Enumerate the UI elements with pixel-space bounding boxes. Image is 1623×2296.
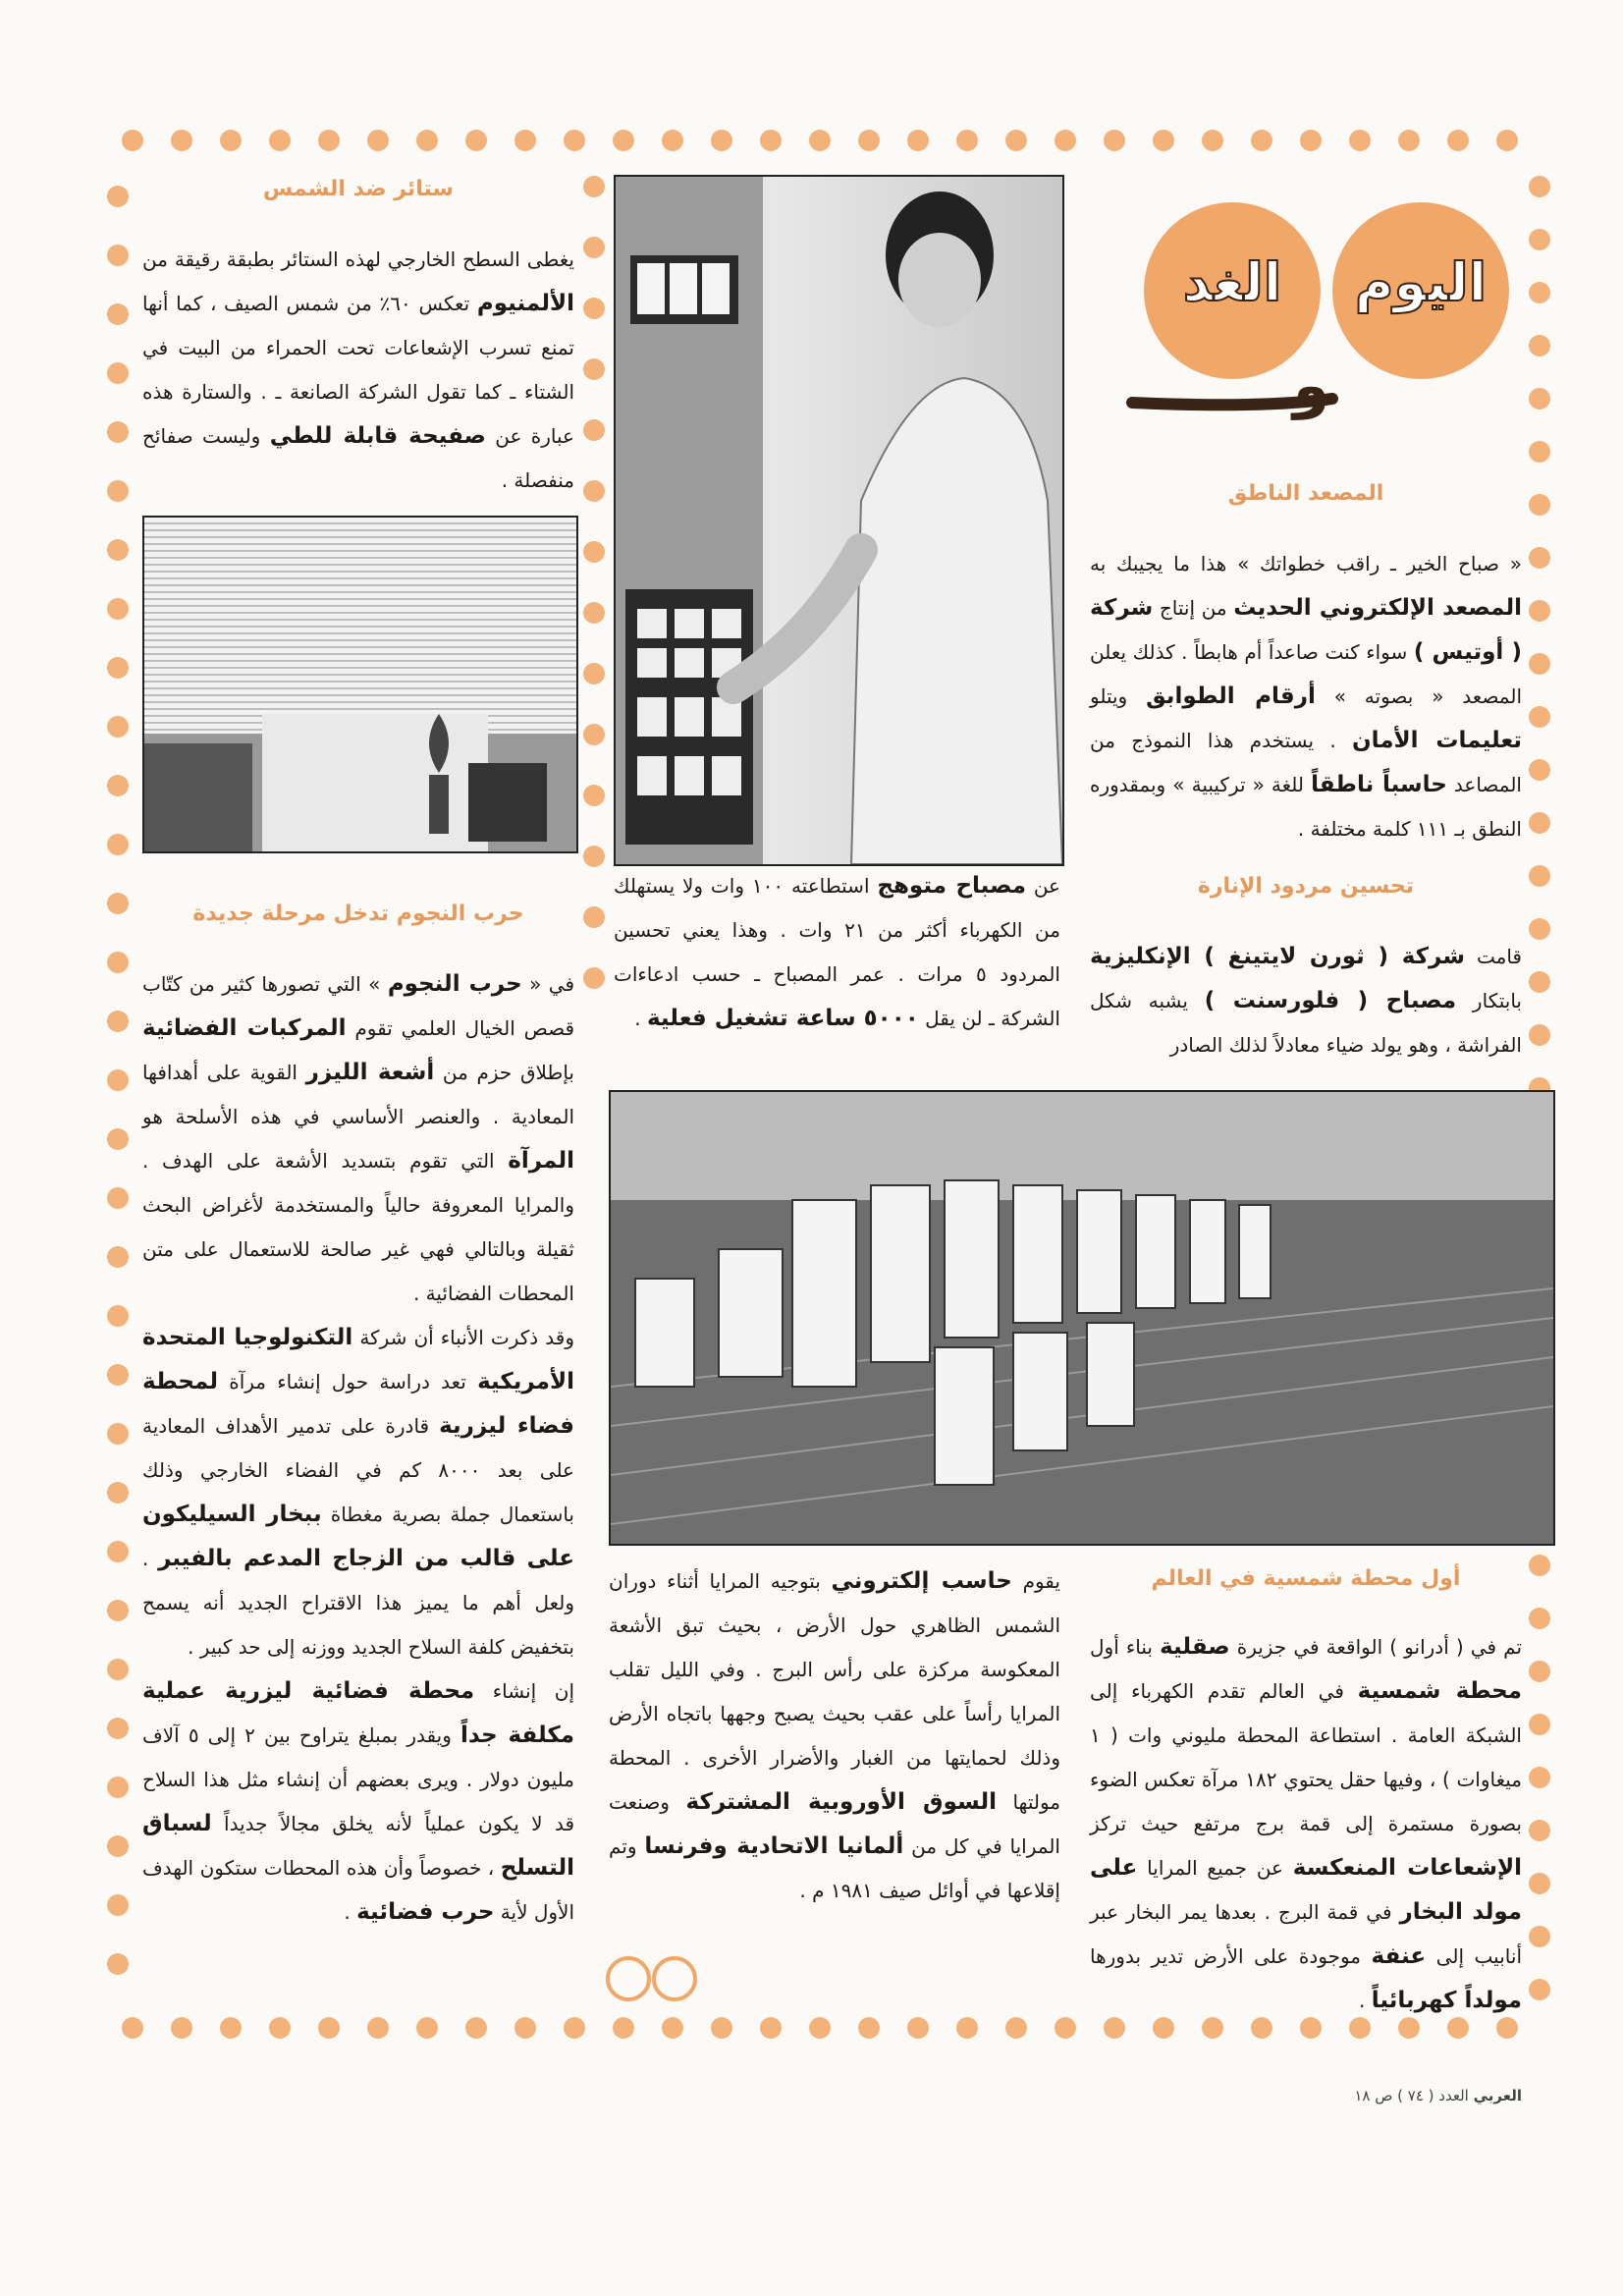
decorative-dot	[1529, 653, 1550, 675]
star-wars-bold-part: التكنولوجيا المتحدة الأمريكية	[142, 1325, 574, 1394]
solar-text-part: بتوجيه المرايا أثناء دوران الشمس الظاهري حول الأرض ، بحيث تبق الأشعة المعكوسة مركزة على رأس البرج . وفي الليل تقلب المرايا رأساً على عقب بحيث يصبح وجهها باتجاه الأرض وذلك لحمايتها من الغبار والأضرار الأخرى . المحطة مولتها	[609, 1569, 1060, 1814]
decorative-dot	[107, 1718, 129, 1739]
decorative-dot	[956, 130, 978, 151]
decorative-dot	[514, 2017, 536, 2039]
decorative-dot	[1529, 176, 1550, 197]
elevator-bold-part: أرقام الطوابق	[1146, 683, 1316, 709]
elevator-text-part: سواء كنت صاعداً أم هابطاً . كذلك يعلن المصعد « بصوته »	[1090, 640, 1522, 708]
decorative-dot	[1529, 1608, 1550, 1629]
decorative-dot	[1349, 130, 1371, 151]
decorative-dot	[1529, 1767, 1550, 1788]
decorative-dot	[583, 237, 605, 258]
lighting-text	[1090, 935, 1522, 1067]
lighting-bold-part: ٥٠٠٠ ساعة تشغيل فعلية	[646, 1006, 919, 1031]
star-wars-text-part: التي تقوم بتسديد الأشعة على الهدف . والمرايا المعروفة حالياً والمستخدمة لأغراض البحث ثقيلة وبالتالي فهي غير صالحة للاستعمال على متن المحطات الفضائية .	[142, 1149, 574, 1305]
star-wars-bold-part: المرآة	[508, 1148, 574, 1174]
page-footer	[1276, 2087, 1522, 2105]
solar-text	[1090, 1625, 1522, 2023]
footer-magazine-name: العربي	[1473, 2087, 1522, 2105]
decorative-dot	[809, 130, 831, 151]
star-wars-paragraph-2	[142, 1316, 574, 1669]
decorative-dot	[1529, 1873, 1550, 1894]
decorative-dot	[107, 716, 129, 738]
decorative-dot	[583, 419, 605, 441]
decorative-dot	[107, 1128, 129, 1150]
star-wars-paragraph-1	[142, 962, 574, 1316]
star-wars-text-part: في «	[521, 972, 575, 996]
solar-text-part: عن جميع المرايا	[1137, 1856, 1293, 1880]
solar-bold-part: حاسب إلكتروني	[831, 1568, 1012, 1594]
decorative-dot	[107, 952, 129, 973]
decorative-dot	[1529, 282, 1550, 303]
decorative-dot	[107, 598, 129, 620]
decorative-dot	[1529, 494, 1550, 516]
star-wars-paragraph-3	[142, 1669, 574, 1935]
decorative-dot	[107, 1777, 129, 1798]
blinds-heading: ستائر ضد الشمس	[262, 177, 455, 201]
decorative-dot	[107, 834, 129, 855]
star-wars-text-part: بإطلاق حزم من	[434, 1061, 574, 1084]
decorative-dot	[1529, 1714, 1550, 1735]
solar-text-part: وتم إقلاعها في أوائل صيف ١٩٨١ م .	[609, 1834, 1060, 1902]
decorative-dot	[514, 130, 536, 151]
star-wars-bold-part: ببخار السيليكون على قالب من الزجاج المدعم بالفيبر	[142, 1502, 574, 1571]
decorative-dot	[107, 1541, 129, 1562]
decorative-dot	[1529, 229, 1550, 250]
decorative-dot	[107, 1069, 129, 1091]
elevator-bold-part: شركة ( أوتيس )	[1090, 595, 1522, 665]
decorative-dot	[1202, 130, 1223, 151]
decorative-dot	[107, 657, 129, 679]
decorative-dot	[220, 2017, 242, 2039]
decorative-dot	[1529, 1024, 1550, 1046]
decorative-dot	[760, 130, 782, 151]
decorative-dot	[107, 893, 129, 914]
decorative-dot	[1529, 706, 1550, 728]
decorative-dot	[1529, 1820, 1550, 1841]
decorative-dot	[858, 130, 880, 151]
masthead	[1105, 194, 1517, 425]
decorative-dot	[107, 303, 129, 325]
elevator-text-part: ويتلو	[1090, 684, 1147, 708]
decorative-dot	[107, 245, 129, 266]
decorative-dot	[1529, 600, 1550, 622]
decorative-dot	[1529, 971, 1550, 993]
decorative-dot	[1447, 130, 1469, 151]
decorative-dot	[1529, 335, 1550, 356]
elevator-text-part: . يستخدم هذا النموذج من المصاعد	[1090, 729, 1522, 796]
lighting-text-part: .	[634, 1007, 647, 1030]
elevator-heading: المصعد الناطق	[1227, 481, 1384, 506]
elevator-bold-part: المصعد الإلكتروني الحديث	[1233, 595, 1522, 621]
star-wars-bold-part: لسباق التسلح	[142, 1811, 574, 1881]
decorative-dot	[956, 2017, 978, 2039]
elevator-bold-part: حاسباً ناطقاً	[1311, 772, 1447, 797]
decorative-dot	[613, 130, 634, 151]
lighting-bold-part: مصباح ( فلورسنت )	[1204, 988, 1457, 1013]
decorative-dot	[662, 130, 683, 151]
decorative-dot	[416, 130, 438, 151]
decorative-dot	[107, 1600, 129, 1621]
decorative-dot	[107, 186, 129, 207]
solar-text-part: في قمة البرج . بعدها يمر البخار عبر أنابيب إلى	[1090, 1900, 1522, 1968]
decorative-dot	[1496, 130, 1518, 151]
decorative-dot	[367, 2017, 389, 2039]
decorative-dot	[107, 480, 129, 502]
decorative-dot	[107, 1187, 129, 1209]
decorative-dot	[711, 130, 732, 151]
blinds-bold-part: صفيحة قابلة للطي	[269, 423, 486, 449]
decorative-dot	[1529, 1979, 1550, 2000]
star-wars-text-part: » التي تصورها كثير من كتّاب قصص الخيال العلمي تقوم	[142, 972, 574, 1040]
star-wars-text-part: إن إنشاء	[474, 1679, 575, 1703]
lighting-text-part: عن	[1025, 874, 1060, 898]
star-wars-text-part: وقد ذكرت الأنباء أن شركة	[352, 1326, 574, 1349]
decorative-dot	[107, 1482, 129, 1503]
masthead-word-tomorrow: الغد	[1182, 251, 1282, 313]
star-wars-text-part: .	[344, 1900, 357, 1924]
solar-text-part: يقوم	[1011, 1569, 1060, 1593]
solar-text-part: وصنعت المرايا في كل من	[609, 1790, 1060, 1858]
solar-bold-part: على مولد البخار	[1090, 1855, 1523, 1925]
star-wars-bold-part: أشعة الليزر	[305, 1060, 435, 1085]
solar-heading: أول محطة شمسية في العالم	[1151, 1566, 1461, 1591]
decorative-dot	[107, 1011, 129, 1032]
lighting-text-part: استطاعته ١٠٠ وات ولا يستهلك من الكهرباء أكثر من ٢١ وات . وهذا يعني تحسين المردود ٥ مرات . عمر المصباح ـ حسب ادعاءات الشركة ـ لن يقل	[614, 874, 1060, 1030]
decorative-dot	[858, 2017, 880, 2039]
star-wars-bold-part: المركبات الفضائية	[142, 1015, 347, 1041]
decorative-dot	[107, 421, 129, 443]
decorative-dot	[1529, 865, 1550, 887]
blinds-text-part: وليست صفائح منفصلة .	[142, 424, 574, 492]
star-wars-text-part: القوية على أهدافها المعادية . والعنصر الأساسي في هذه الأسلحة هو	[142, 1061, 574, 1128]
decorative-dot	[107, 1953, 129, 1975]
star-wars-bold-part: حرب فضائية	[356, 1899, 495, 1925]
decorative-dot	[662, 2017, 683, 2039]
decorative-dot	[220, 130, 242, 151]
decorative-dot	[107, 1364, 129, 1386]
decorative-dot	[1529, 547, 1550, 569]
decorative-dot	[583, 785, 605, 806]
decorative-dot	[107, 1305, 129, 1327]
decorative-dot	[269, 130, 291, 151]
decorative-dot	[107, 1894, 129, 1916]
elevator-photo	[614, 175, 1064, 866]
solar-bold-part: السوق الأوروبية المشتركة	[685, 1789, 997, 1815]
decorative-dot	[583, 967, 605, 989]
star-wars-text	[142, 962, 574, 1935]
decorative-dot	[122, 2017, 143, 2039]
decorative-dot	[171, 2017, 192, 2039]
star-wars-text-part: تعد دراسة حول إنشاء مرآة	[218, 1370, 478, 1394]
lighting-heading: تحسين مردود الإنارة	[1197, 874, 1415, 899]
blinds-text-part: يغطى السطح الخارجي لهذه الستائر بطبقة رقيقة من	[142, 247, 574, 271]
star-wars-bold-part: حرب النجوم	[387, 971, 522, 997]
decorative-dot	[367, 130, 389, 151]
masthead-conjunction: و	[1293, 352, 1330, 420]
decorative-dot	[907, 2017, 929, 2039]
decorative-dot	[583, 298, 605, 319]
solar-bold-part: مولداً كهربائياً	[1371, 1988, 1522, 2013]
masthead-word-today: اليوم	[1354, 251, 1488, 313]
decorative-dot	[107, 1246, 129, 1268]
decorative-dot	[711, 2017, 732, 2039]
decorative-dot	[107, 362, 129, 384]
solar-bold-part: صقلية	[1160, 1634, 1230, 1660]
decorative-dot	[583, 176, 605, 197]
lighting-continued-text	[614, 864, 1060, 1041]
decorative-dot	[122, 130, 143, 151]
solar-text-part: موجودة على الأرض تدير بدورها	[1090, 1944, 1372, 1968]
decorative-dot	[107, 775, 129, 796]
decorative-dot	[907, 130, 929, 151]
decorative-dot	[107, 539, 129, 561]
decorative-dot	[465, 2017, 487, 2039]
decorative-dot	[583, 358, 605, 380]
star-wars-bold-part: محطة فضائية ليزرية عملية مكلفة جداً	[142, 1678, 574, 1748]
decorative-dot	[318, 130, 340, 151]
star-wars-text-part: . ولعل أهم ما يميز هذا الاقتراح الجديد أنه يسمح بتخفيض كلفة السلاح الجديد ووزنه إلى حد كبير .	[142, 1547, 574, 1659]
elevator-text	[1090, 542, 1522, 851]
elevator-text-part: للغة « تركيبية » وبمقدوره النطق بـ ١١١ كلمة مختلفة .	[1090, 773, 1522, 841]
decorative-dot	[583, 663, 605, 684]
decorative-dot	[107, 1659, 129, 1680]
lighting-text-part: يشبه شكل الفراشة ، وهو يولد ضياء معادلاً لذلك الصادر	[1090, 989, 1522, 1057]
decorative-dot	[583, 602, 605, 624]
decorative-dot	[1529, 1555, 1550, 1576]
decorative-dot	[564, 130, 585, 151]
decorative-dot	[1529, 1661, 1550, 1682]
decorative-dot	[583, 480, 605, 502]
footer-issue-info: العدد ( ٧٤ ) ص ١٨	[1354, 2087, 1469, 2105]
decorative-dot	[1005, 130, 1027, 151]
decorative-dot	[1529, 1926, 1550, 1947]
lighting-text-part: بابتكار	[1456, 989, 1522, 1012]
decorative-dot	[107, 1423, 129, 1445]
decorative-dot	[1398, 130, 1420, 151]
decorative-dot	[416, 2017, 438, 2039]
elevator-text-part: من إنتاج	[1153, 596, 1234, 620]
decorative-dot	[1153, 130, 1174, 151]
blinds-bold-part: الألمنيوم	[476, 291, 574, 316]
decorative-dot	[1055, 130, 1076, 151]
star-wars-heading: حرب النجوم تدخل مرحلة جديدة	[192, 902, 524, 926]
decorative-dot	[564, 2017, 585, 2039]
decorative-dot	[1529, 388, 1550, 410]
end-mark-icon	[604, 1954, 702, 2003]
decorative-dot	[583, 906, 605, 928]
solar-bold-part: محطة شمسية	[1357, 1678, 1522, 1704]
decorative-dot	[613, 2017, 634, 2039]
solar-bold-part: ألمانيا الاتحادية وفرنسا	[644, 1833, 904, 1859]
decorative-dot	[583, 541, 605, 563]
decorative-dot	[1529, 812, 1550, 834]
decorative-dot	[1104, 130, 1125, 151]
star-wars-text-part: ويقدر بمبلغ يتراوح بين ٢ إلى ٥ آلاف مليون دولار . ويرى بعضهم أن إنشاء مثل هذا السلاح قد لا يكون عملياً لأنه يخلق مجالاً جديداً	[142, 1723, 574, 1835]
decorative-dot	[1055, 2017, 1076, 2039]
decorative-dot	[583, 724, 605, 745]
decorative-dot	[760, 2017, 782, 2039]
solar-text-part: تم في ( أدرانو ) الواقعة في جزيرة	[1229, 1635, 1523, 1659]
blinds-photo	[142, 516, 578, 853]
decorative-dot	[1529, 918, 1550, 940]
decorative-dot	[809, 2017, 831, 2039]
decorative-dot	[107, 1835, 129, 1857]
decorative-dot	[465, 130, 487, 151]
elevator-text-part: « صباح الخير ـ راقب خطواتك » هذا ما يجيبك به	[1090, 552, 1522, 575]
decorative-dot	[171, 130, 192, 151]
solar-continued-text	[609, 1559, 1060, 1913]
solar-text-part: في العالم تقدم الكهرباء إلى الشبكة العامة . استطاعة المحطة مليوني وات ( ١ ميغاوات ) ، وفيها حقل يحتوي ١٨٢ مرآة تعكس الضوء بصورة مستمرة إلى قمة برج مرتفع حيث تركز	[1090, 1679, 1522, 1835]
star-wars-text-part: ، خصوصاً وأن هذه المحطات ستكون الهدف الأول لأية	[142, 1856, 574, 1924]
decorative-dot	[1529, 759, 1550, 781]
solar-bold-part: الإشعاعات المنعكسة	[1292, 1855, 1522, 1881]
elevator-bold-part: تعليمات الأمان	[1351, 728, 1522, 753]
blinds-text-part: تعكس ٦٠٪ من شمس الصيف ، كما أنها تمنع تسرب الإشعاعات تحت الحمراء من البيت في الشتاء ـ كما تقول الشركة الصانعة ـ . والستارة هذه عبارة عن	[142, 292, 574, 448]
blinds-text	[142, 238, 574, 503]
decorative-dot	[583, 846, 605, 867]
lighting-bold-part: شركة ( ثورن لايتينغ ) الإنكليزية	[1090, 944, 1465, 969]
solar-text-part: .	[1359, 1989, 1372, 2012]
decorative-dot	[1251, 130, 1272, 151]
decorative-dot	[318, 2017, 340, 2039]
star-wars-bold-part: لمحطة فضاء ليزرية	[142, 1369, 574, 1439]
solar-bold-part: عنفة	[1371, 1943, 1427, 1969]
decorative-dot	[1300, 130, 1322, 151]
solar-text-part: بناء أول	[1090, 1635, 1161, 1659]
star-wars-text-part: قادرة على تدمير الأهداف المعادية على بعد ٨٠٠٠ كم في الفضاء الخارجي وذلك باستعمال جملة بصرية مغطاة	[142, 1414, 574, 1526]
lighting-bold-part: مصباح متوهج	[877, 873, 1026, 899]
decorative-dot	[1529, 441, 1550, 463]
solar-field-photo	[609, 1090, 1555, 1546]
decorative-dot	[269, 2017, 291, 2039]
lighting-text-part: قامت	[1464, 945, 1522, 968]
decorative-dot	[1005, 2017, 1027, 2039]
